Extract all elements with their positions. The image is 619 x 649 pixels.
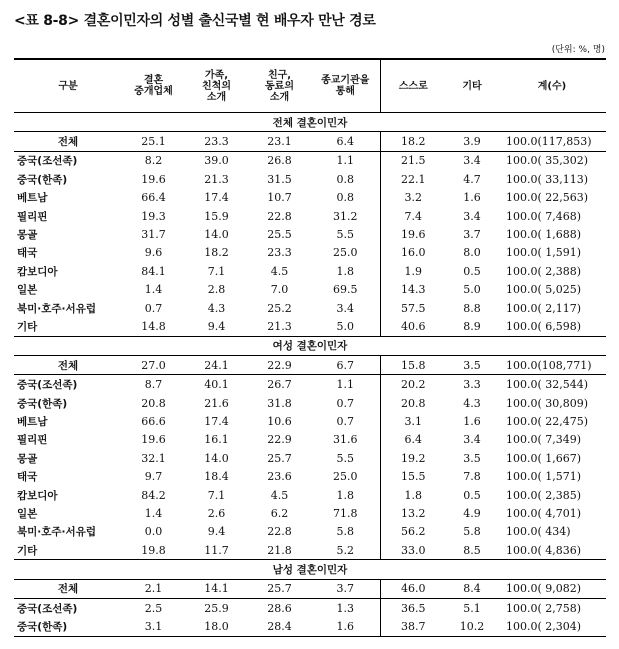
table-row: [14, 394, 606, 412]
total-cell: 100.0( 35,302): [506, 154, 589, 168]
value-cell: 8.4: [446, 579, 498, 598]
value-cell: 1.1: [336, 378, 354, 392]
table-row: [14, 579, 606, 598]
table-row: [14, 244, 606, 262]
table-row: [14, 618, 606, 637]
section-header-row: [14, 113, 606, 132]
value-cell: 1.3: [336, 601, 354, 615]
value-cell: 25.9: [204, 601, 229, 615]
table-row: [14, 486, 606, 504]
column-header: 스스로: [380, 59, 446, 113]
column-header: 종교기관을 통해: [311, 59, 380, 113]
value-cell: 14.3: [380, 281, 446, 299]
row-label: 기타: [14, 317, 122, 336]
total-cell: 100.0( 4,836): [498, 541, 606, 560]
value-cell: 7.1: [207, 488, 226, 502]
value-cell: 1.8: [380, 486, 446, 504]
value-cell: 19.6: [380, 225, 446, 243]
column-header: 결혼 중개업체: [122, 59, 185, 113]
value-cell: 3.9: [446, 132, 498, 151]
value-cell: 22.8: [267, 525, 292, 539]
section-heading: 여성 결혼이민자: [14, 336, 606, 355]
table-row: [14, 541, 606, 560]
value-cell: 2.6: [207, 506, 226, 520]
total-cell: 100.0( 2,117): [506, 301, 582, 315]
value-cell: 7.8: [463, 470, 481, 484]
value-cell: 10.2: [446, 618, 498, 637]
value-cell: 28.4: [248, 618, 311, 637]
row-label: 북미·호주·서유럽: [17, 526, 96, 539]
table-row: [14, 225, 606, 243]
value-cell: 23.3: [267, 246, 292, 260]
value-cell: 1.6: [311, 618, 380, 637]
value-cell: 5.0: [463, 283, 481, 297]
value-cell: 9.7: [144, 470, 163, 484]
value-cell: 17.4: [204, 191, 229, 205]
value-cell: 3.4: [463, 154, 481, 168]
value-cell: 84.1: [141, 264, 166, 278]
value-cell: 9.6: [144, 246, 163, 260]
table-row: [14, 189, 606, 207]
data-table: [14, 58, 606, 637]
value-cell: 0.5: [463, 488, 481, 502]
value-cell: 25.7: [248, 579, 311, 598]
row-label: 몽골: [17, 229, 38, 242]
table-row: [14, 262, 606, 280]
value-cell: 3.5: [463, 451, 481, 465]
row-label: 일본: [17, 284, 38, 297]
value-cell: 1.1: [336, 154, 354, 168]
value-cell: 4.5: [270, 488, 289, 502]
row-label: 필리핀: [17, 210, 48, 223]
value-cell: 22.9: [267, 433, 292, 447]
value-cell: 4.5: [270, 264, 289, 278]
total-cell: 100.0( 7,468): [506, 209, 582, 223]
value-cell: 8.8: [463, 301, 481, 315]
row-label: 베트남: [17, 192, 48, 205]
total-cell: 100.0( 32,544): [506, 378, 589, 392]
value-cell: 25.2: [267, 301, 292, 315]
table-row: [14, 317, 606, 336]
value-cell: 8.5: [446, 541, 498, 560]
total-cell: 100.0( 1,688): [506, 228, 582, 242]
total-cell: 100.0( 2,304): [498, 618, 606, 637]
value-cell: 36.5: [380, 599, 446, 618]
value-cell: 3.5: [446, 356, 498, 375]
value-cell: 19.8: [122, 541, 185, 560]
value-cell: 4.9: [463, 506, 481, 520]
total-cell: 100.0( 33,113): [506, 172, 589, 186]
table-row: [14, 523, 606, 541]
row-label: 전체: [14, 579, 122, 598]
value-cell: 9.4: [207, 525, 226, 539]
value-cell: 3.4: [463, 433, 481, 447]
value-cell: 5.0: [311, 317, 380, 336]
value-cell: 31.6: [333, 433, 358, 447]
value-cell: 17.4: [204, 414, 229, 428]
value-cell: 9.4: [185, 317, 248, 336]
table-row: [14, 207, 606, 225]
total-cell: 100.0( 5,025): [506, 283, 582, 297]
table-row: [14, 467, 606, 485]
unit-note: (단위: %, 명): [551, 45, 605, 55]
value-cell: 6.2: [270, 506, 289, 520]
value-cell: 26.8: [267, 154, 292, 168]
value-cell: 16.0: [380, 244, 446, 262]
value-cell: 19.3: [141, 209, 166, 223]
value-cell: 4.3: [207, 301, 226, 315]
value-cell: 31.7: [141, 228, 166, 242]
value-cell: 4.3: [463, 396, 481, 410]
value-cell: 21.5: [380, 151, 446, 170]
value-cell: 46.0: [380, 579, 446, 598]
value-cell: 66.6: [141, 414, 166, 428]
value-cell: 25.0: [333, 470, 358, 484]
value-cell: 1.8: [336, 488, 354, 502]
value-cell: 10.7: [267, 191, 292, 205]
value-cell: 16.1: [204, 433, 229, 447]
value-cell: 3.2: [380, 189, 446, 207]
row-label: 일본: [17, 507, 38, 520]
value-cell: 5.5: [336, 451, 354, 465]
value-cell: 20.2: [380, 375, 446, 394]
total-cell: 100.0( 9,082): [498, 579, 606, 598]
value-cell: 1.6: [463, 414, 481, 428]
value-cell: 8.2: [144, 154, 163, 168]
row-label: 캄보디아: [17, 489, 58, 502]
value-cell: 6.4: [380, 431, 446, 449]
value-cell: 13.2: [380, 504, 446, 522]
value-cell: 57.5: [380, 299, 446, 317]
value-cell: 84.2: [141, 488, 166, 502]
table-row: [14, 431, 606, 449]
value-cell: 18.0: [185, 618, 248, 637]
row-label: 중국(조선족): [17, 155, 78, 168]
value-cell: 15.9: [204, 209, 229, 223]
value-cell: 0.7: [336, 396, 354, 410]
value-cell: 3.1: [380, 412, 446, 430]
row-label: 필리핀: [17, 434, 48, 447]
value-cell: 15.5: [380, 467, 446, 485]
value-cell: 3.7: [463, 228, 481, 242]
value-cell: 31.5: [267, 172, 292, 186]
value-cell: 2.8: [207, 283, 226, 297]
value-cell: 5.8: [463, 525, 481, 539]
value-cell: 0.8: [336, 191, 354, 205]
value-cell: 25.5: [267, 228, 292, 242]
value-cell: 14.8: [122, 317, 185, 336]
value-cell: 14.0: [204, 451, 229, 465]
value-cell: 8.9: [446, 317, 498, 336]
row-label: 태국: [17, 471, 38, 484]
value-cell: 31.8: [267, 396, 292, 410]
total-cell: 100.0( 1,591): [506, 246, 582, 260]
value-cell: 19.2: [380, 449, 446, 467]
value-cell: 25.1: [122, 132, 185, 151]
table-row: [14, 356, 606, 375]
value-cell: 56.2: [380, 523, 446, 541]
section-heading: 전체 결혼이민자: [14, 113, 606, 132]
table-row: [14, 375, 606, 394]
table-row: [14, 299, 606, 317]
section-header-row: [14, 336, 606, 355]
table-row: [14, 504, 606, 522]
total-cell: 100.0( 22,563): [506, 191, 589, 205]
total-cell: 100.0( 4,701): [506, 506, 582, 520]
value-cell: 3.7: [311, 579, 380, 598]
column-header: 기타: [446, 59, 498, 113]
value-cell: 1.6: [463, 191, 481, 205]
table-row: [14, 599, 606, 618]
row-label: 중국(한족): [17, 173, 68, 186]
value-cell: 25.7: [267, 451, 292, 465]
value-cell: 38.7: [380, 618, 446, 637]
value-cell: 23.6: [267, 470, 292, 484]
column-header: 계(수): [498, 59, 606, 113]
table-row: [14, 281, 606, 299]
value-cell: 18.2: [380, 132, 446, 151]
value-cell: 0.7: [144, 301, 163, 315]
row-label: 기타: [14, 541, 122, 560]
value-cell: 20.8: [380, 394, 446, 412]
row-label: 중국(조선족): [17, 602, 78, 615]
table-body: [14, 113, 606, 637]
value-cell: 0.0: [144, 525, 163, 539]
value-cell: 11.7: [185, 541, 248, 560]
value-cell: 69.5: [333, 283, 358, 297]
row-label: 중국(조선족): [17, 379, 78, 392]
value-cell: 1.9: [380, 262, 446, 280]
value-cell: 21.6: [204, 396, 229, 410]
table-row: [14, 170, 606, 188]
row-label: 전체: [14, 356, 122, 375]
total-cell: 100.0( 2,758): [506, 601, 582, 615]
row-label: 중국(한족): [14, 618, 122, 637]
value-cell: 3.1: [122, 618, 185, 637]
total-cell: 100.0(108,771): [498, 356, 606, 375]
value-cell: 27.0: [122, 356, 185, 375]
row-label: 베트남: [17, 415, 48, 428]
value-cell: 3.4: [463, 209, 481, 223]
value-cell: 18.2: [204, 246, 229, 260]
value-cell: 5.5: [336, 228, 354, 242]
value-cell: 71.8: [333, 506, 358, 520]
column-header: 구분: [14, 59, 122, 113]
total-cell: 100.0( 30,809): [506, 396, 589, 410]
value-cell: 8.7: [144, 378, 163, 392]
value-cell: 7.1: [207, 264, 226, 278]
value-cell: 20.8: [141, 396, 166, 410]
total-cell: 100.0( 6,598): [498, 317, 606, 336]
total-cell: 100.0( 2,388): [506, 264, 582, 278]
value-cell: 5.1: [463, 601, 481, 615]
value-cell: 0.5: [463, 264, 481, 278]
value-cell: 23.1: [248, 132, 311, 151]
value-cell: 19.6: [141, 433, 166, 447]
value-cell: 22.1: [380, 170, 446, 188]
value-cell: 5.2: [311, 541, 380, 560]
value-cell: 3.4: [336, 301, 354, 315]
value-cell: 2.5: [144, 601, 163, 615]
value-cell: 4.7: [463, 172, 481, 186]
value-cell: 18.4: [204, 470, 229, 484]
value-cell: 39.0: [204, 154, 229, 168]
value-cell: 40.1: [204, 378, 229, 392]
total-cell: 100.0(117,853): [498, 132, 606, 151]
value-cell: 40.6: [380, 317, 446, 336]
value-cell: 15.8: [380, 356, 446, 375]
value-cell: 28.6: [267, 601, 292, 615]
value-cell: 33.0: [380, 541, 446, 560]
value-cell: 1.4: [144, 506, 163, 520]
value-cell: 66.4: [141, 191, 166, 205]
value-cell: 26.7: [267, 378, 292, 392]
value-cell: 7.4: [380, 207, 446, 225]
total-cell: 100.0( 1,571): [506, 470, 582, 484]
section-header-row: [14, 560, 606, 579]
value-cell: 31.2: [333, 209, 358, 223]
value-cell: 32.1: [141, 451, 166, 465]
value-cell: 7.0: [270, 283, 289, 297]
value-cell: 6.7: [311, 356, 380, 375]
header-row: [14, 59, 606, 113]
value-cell: 10.6: [267, 414, 292, 428]
value-cell: 3.3: [463, 378, 481, 392]
value-cell: 5.8: [336, 525, 354, 539]
table-row: [14, 449, 606, 467]
section-heading: 남성 결혼이민자: [14, 560, 606, 579]
row-label: 중국(한족): [17, 397, 68, 410]
value-cell: 23.3: [185, 132, 248, 151]
row-label: 몽골: [17, 452, 38, 465]
column-header: 가족, 친척의 소개: [185, 59, 248, 113]
column-header: 친구, 동료의 소개: [248, 59, 311, 113]
value-cell: 8.0: [463, 246, 481, 260]
total-cell: 100.0( 2,385): [506, 488, 582, 502]
value-cell: 1.8: [336, 264, 354, 278]
row-label: 전체: [14, 132, 122, 151]
table-title: <표 8-8> 결혼이민자의 성별 출신국별 현 배우자 만난 경로: [14, 13, 376, 29]
value-cell: 21.8: [248, 541, 311, 560]
value-cell: 21.3: [248, 317, 311, 336]
table-row: [14, 412, 606, 430]
total-cell: 100.0( 1,667): [506, 451, 582, 465]
value-cell: 22.8: [267, 209, 292, 223]
value-cell: 1.4: [144, 283, 163, 297]
value-cell: 25.0: [333, 246, 358, 260]
total-cell: 100.0( 434): [506, 525, 571, 539]
value-cell: 14.0: [204, 228, 229, 242]
row-label: 캄보디아: [17, 265, 58, 278]
value-cell: 2.1: [122, 579, 185, 598]
value-cell: 14.1: [185, 579, 248, 598]
table-row: [14, 132, 606, 151]
value-cell: 0.8: [336, 172, 354, 186]
value-cell: 6.4: [311, 132, 380, 151]
value-cell: 19.6: [141, 172, 166, 186]
value-cell: 24.1: [185, 356, 248, 375]
table-row: [14, 151, 606, 170]
row-label: 북미·호주·서유럽: [17, 302, 96, 315]
total-cell: 100.0( 22,475): [506, 414, 589, 428]
value-cell: 0.7: [336, 414, 354, 428]
value-cell: 22.9: [248, 356, 311, 375]
value-cell: 21.3: [204, 172, 229, 186]
row-label: 태국: [17, 247, 38, 260]
total-cell: 100.0( 7,349): [506, 433, 582, 447]
